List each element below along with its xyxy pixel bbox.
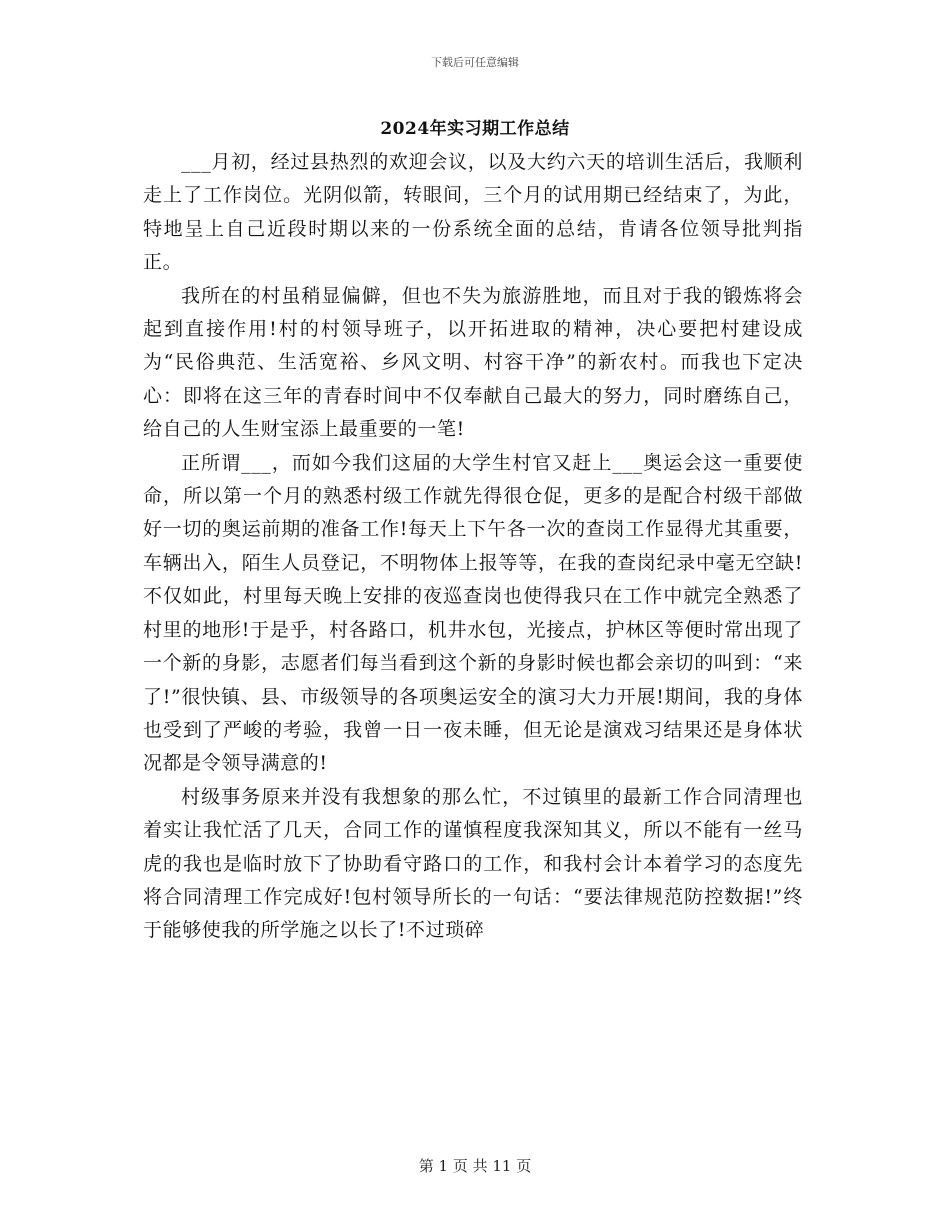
paragraph: 我所在的村虽稍显偏僻，但也不失为旅游胜地，而且对于我的锻炼将会起到直接作用!村的村领导班子，以开拓进取的精神，决心要把村建设成为“民俗典范、生活宽裕、乡风文明、村容干净”的新农村。而我也下定决心：即将在这三年的青春时间中不仅奉献自己最大的努力，同时磨练自己，给自己的人生财宝添上最重要的一笔! [143, 284, 803, 441]
page-number: 第 1 页 共 11 页 [418, 1157, 532, 1175]
paragraph: 正所谓___，而如今我们这届的大学生村官又赶上___奥运会这一重要使命，所以第一个月的熟悉村级工作就先得很仓促，更多的是配合村级干部做好一切的奥运前期的准备工作!每天上下午各一次的查岗工作显得尤其重要，车辆出入，陌生人员登记，不明物体上报等等，在我的查岗纪录中毫无空缺!不仅如此，村里每天晚上安排的夜巡查岗也使得我只在工作中就完全熟悉了村里的地形!于是乎，村各路口，机井水包，光接点，护林区等便时常出现了一个新的身影，志愿者们每当看到这个新的身影时候也都会亲切的叫到：“来了!”很快镇、县、市级领导的各项奥运安全的演习大力开展!期间，我的身体也受到了严峻的考验，我曾一日一夜未睡，但无论是演戏习结果还是身体状况都是令领导满意的! [143, 451, 803, 775]
header-note: 下载后可任意编辑 [431, 56, 519, 69]
paragraph: ___月初，经过县热烈的欢迎会议，以及大约六天的培训生活后，我顺利走上了工作岗位。光阴似箭，转眼间，三个月的试用期已经结束了，为此，特地呈上自己近段时期以来的一份系统全面的总结，肯请各位领导批判指正。 [143, 151, 803, 274]
document-title: 2024年实习期工作总结 [380, 119, 570, 139]
paragraph: 村级事务原来并没有我想象的那么忙，不过镇里的最新工作合同清理也着实让我忙活了几天，合同工作的谨慎程度我深知其义，所以不能有一丝马虎的我也是临时放下了协助看守路口的工作，和我村会计本着学习的态度先将合同清理工作完成好!包村领导所长的一句话：“要法律规范防控数据!”终于能够使我的所学施之以长了!不过琐碎 [143, 785, 803, 942]
document-body [143, 146, 803, 948]
